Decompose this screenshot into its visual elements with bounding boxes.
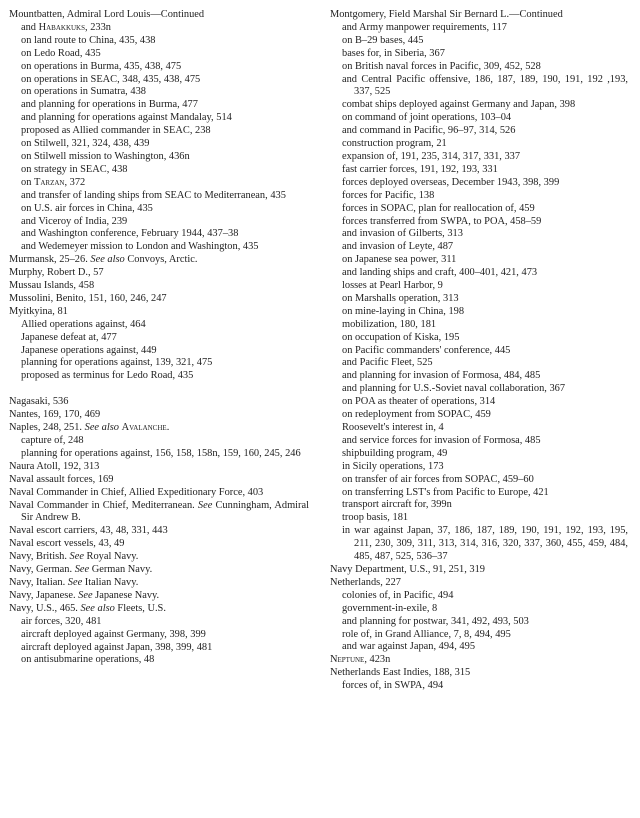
index-subentry: government-in-exile, 8 <box>342 602 438 614</box>
index-subentry: colonies of, in Pacific, 494 <box>342 589 454 601</box>
index-entry: Naval Commander in Chief, Allied Expeditionary Force, 403 <box>9 486 264 498</box>
index-subentry: and planning for invasion of Formosa, 484, 485 <box>342 370 541 382</box>
index-subentry: and planning for postwar, 341, 492, 493, 503 <box>342 615 529 627</box>
index-subentry: on land route to China, 435, 438 <box>21 34 156 46</box>
index-subentry: forces for Pacific, 138 <box>342 189 435 201</box>
index-subentry: expansion of, 191, 235, 314, 317, 331, 337 <box>342 150 521 162</box>
index-entry: Mussau Islands, 458 <box>9 280 95 292</box>
index-subentry: on Tarzan, 372 <box>21 176 86 188</box>
index-subentry: and Viceroy of India, 239 <box>21 215 128 227</box>
index-subentry: and service forces for invasion of Formosa, 485 <box>342 434 541 446</box>
index-entry: Netherlands East Indies, 188, 315 <box>330 667 471 679</box>
index-subentry: on antisubmarine operations, 48 <box>21 654 155 666</box>
index-subentry: air forces, 320, 481 <box>21 615 102 627</box>
index-subentry: and Army manpower requirements, 117 <box>342 21 507 33</box>
index-entry: Navy Department, U.S., 91, 251, 319 <box>330 563 485 575</box>
index-subentry: on occupation of Kiska, 195 <box>342 331 460 343</box>
index-entry: Mussolini, Benito, 151, 160, 246, 247 <box>9 292 167 304</box>
index-subentry: on operations in Burma, 435, 438, 475 <box>21 60 182 72</box>
index-subentry: on British naval forces in Pacific, 309, 452, 528 <box>342 60 541 72</box>
index-entry: Nagasaki, 536 <box>9 396 69 408</box>
index-subentry: and Habakkuks, 233n <box>21 21 111 33</box>
index-entry: Naval escort vessels, 43, 49 <box>9 538 125 550</box>
index-subentry: and invasion of Gilberts, 313 <box>342 228 463 240</box>
index-column-right <box>330 9 628 693</box>
index-entry: Netherlands, 227 <box>330 576 401 588</box>
index-entry: Navy, Japanese. See Japanese Navy. <box>9 589 160 601</box>
index-entry: Navy, U.S., 465. See also Fleets, U.S. <box>9 602 166 614</box>
index-subentry: and Wedemeyer mission to London and Washington, 435 <box>21 241 259 253</box>
index-subentry: and invasion of Leyte, 487 <box>342 241 454 253</box>
index-subentry: aircraft deployed against Germany, 398, 399 <box>21 628 206 640</box>
index-subentry: on Japanese sea power, 311 <box>342 254 457 266</box>
index-subentry: and war against Japan, 494, 495 <box>342 641 476 653</box>
index-subentry: on operations in Sumatra, 438 <box>21 86 146 98</box>
index-subentry: Roosevelt's interest in, 4 <box>342 422 444 433</box>
index-entry: Naval Commander in Chief, Mediterranean. See Cunningham, Admiral Sir Andrew B. <box>9 499 309 524</box>
index-subentry: and landing ships and craft, 400–401, 421, 473 <box>342 267 538 279</box>
index-subentry: bases for, in Siberia, 367 <box>342 47 445 59</box>
index-subentry: capture of, 248 <box>21 435 84 446</box>
index-subentry: on POA as theater of operations, 314 <box>342 396 496 408</box>
index-entry: Naura Atoll, 192, 313 <box>9 460 100 472</box>
index-column-left <box>9 9 309 667</box>
index-subentry: and planning for operations in Burma, 477 <box>21 99 198 111</box>
index-subentry: and Washington conference, February 1944, 437–38 <box>21 228 239 240</box>
index-subentry: on Stilwell, 321, 324, 438, 439 <box>21 138 150 150</box>
index-subentry: planning for operations against, 139, 321, 475 <box>21 357 213 369</box>
index-subentry: forces in SOPAC, plan for reallocation of, 459 <box>342 202 535 214</box>
index-subentry: on mine-laying in China, 198 <box>342 305 465 317</box>
index-entry: Mountbatten, Admiral Lord Louis—Continued <box>9 9 205 20</box>
index-subentry: on transferring LST's from Pacific to Europe, 421 <box>342 486 549 498</box>
index-subentry: on Ledo Road, 435 <box>21 47 101 59</box>
index-subentry: on operations in SEAC, 348, 435, 438, 475 <box>21 73 201 85</box>
index-subentry: on B–29 bases, 445 <box>342 34 424 46</box>
index-entry: Naval escort carriers, 43, 48, 331, 443 <box>9 525 168 537</box>
index-subentry: in war against Japan, 37, 186, 187, 189, 190, 191, 192, 193, 195, 211, 230, 309, 311, 313, 314, 316, 320, 337, 360, 455, 459, 484, 485, 487, 525, 536–37 <box>342 525 628 563</box>
index-entry: Neptune, 423n <box>330 654 391 666</box>
index-subentry: shipbuilding program, 49 <box>342 447 448 459</box>
index-subentry: forces of, in SWPA, 494 <box>342 680 444 692</box>
index-entry: Myitkyina, 81 <box>9 305 68 317</box>
index-entry: Navy, German. See German Navy. <box>9 564 153 576</box>
index-subentry: on transfer of air forces from SOPAC, 459–60 <box>342 473 534 485</box>
index-subentry: and Central Pacific offensive, 186, 187, 189, 190, 191, 192 ,193, 337, 525 <box>342 73 628 98</box>
index-subentry: and Pacific Fleet, 525 <box>342 357 433 369</box>
index-subentry: proposed as terminus for Ledo Road, 435 <box>21 370 194 382</box>
index-entry: Naples, 248, 251. See also Avalanche. <box>9 422 170 434</box>
index-subentry: Japanese defeat at, 477 <box>21 331 117 343</box>
index-subentry: forces deployed overseas, December 1943, 398, 399 <box>342 176 560 188</box>
index-subentry: and command in Pacific, 96–97, 314, 526 <box>342 125 516 137</box>
index-subentry: on Stilwell mission to Washington, 436n <box>21 150 190 162</box>
index-subentry: on U.S. air forces in China, 435 <box>21 202 153 214</box>
index-subentry: on command of joint operations, 103–04 <box>342 112 512 124</box>
index-subentry: and planning for U.S.-Soviet naval collaboration, 367 <box>342 383 566 395</box>
index-entry: Naval assault forces, 169 <box>9 473 114 485</box>
index-subentry: transport aircraft for, 399n <box>342 499 452 511</box>
index-subentry: in Sicily operations, 173 <box>342 460 444 472</box>
index-subentry: on strategy in SEAC, 438 <box>21 163 128 175</box>
index-subentry: troop basis, 181 <box>342 512 409 524</box>
index-subentry: construction program, 21 <box>342 138 447 150</box>
index-entry: Murphy, Robert D., 57 <box>9 267 104 279</box>
index-subentry: proposed as Allied commander in SEAC, 238 <box>21 125 211 137</box>
index-subentry: losses at Pearl Harbor, 9 <box>342 280 443 292</box>
index-subentry: combat ships deployed against Germany and Japan, 398 <box>342 99 576 111</box>
index-subentry: and planning for operations against Mandalay, 514 <box>21 112 232 124</box>
index-entry: Montgomery, Field Marshal Sir Bernard L.—Continued <box>330 9 563 20</box>
index-subentry: Japanese operations against, 449 <box>21 344 157 356</box>
index-subentry: planning for operations against, 156, 158, 158n, 159, 160, 245, 246 <box>21 447 301 459</box>
index-subentry: fast carrier forces, 191, 192, 193, 331 <box>342 163 498 175</box>
index-entry: Navy, British. See Royal Navy. <box>9 551 139 563</box>
index-subentry: Allied operations against, 464 <box>21 318 146 330</box>
index-subentry: role of, in Grand Alliance, 7, 8, 494, 495 <box>342 628 511 640</box>
index-subentry: forces transferred from SWPA, to POA, 458–59 <box>342 215 542 227</box>
index-subentry: aircraft deployed against Japan, 398, 399, 481 <box>21 641 213 653</box>
index-subentry: and transfer of landing ships from SEAC to Mediterranean, 435 <box>21 189 286 201</box>
index-entry: Murmansk, 25–26. See also Convoys, Arctic. <box>9 254 198 266</box>
index-entry: Navy, Italian. See Italian Navy. <box>9 576 139 588</box>
letter-section-gap <box>9 383 309 396</box>
index-subentry: on Marshalls operation, 313 <box>342 292 459 304</box>
index-subentry: on redeployment from SOPAC, 459 <box>342 409 491 421</box>
index-subentry: mobilization, 180, 181 <box>342 318 437 330</box>
index-subentry: on Pacific commanders' conference, 445 <box>342 344 511 356</box>
index-entry: Nantes, 169, 170, 469 <box>9 409 101 421</box>
